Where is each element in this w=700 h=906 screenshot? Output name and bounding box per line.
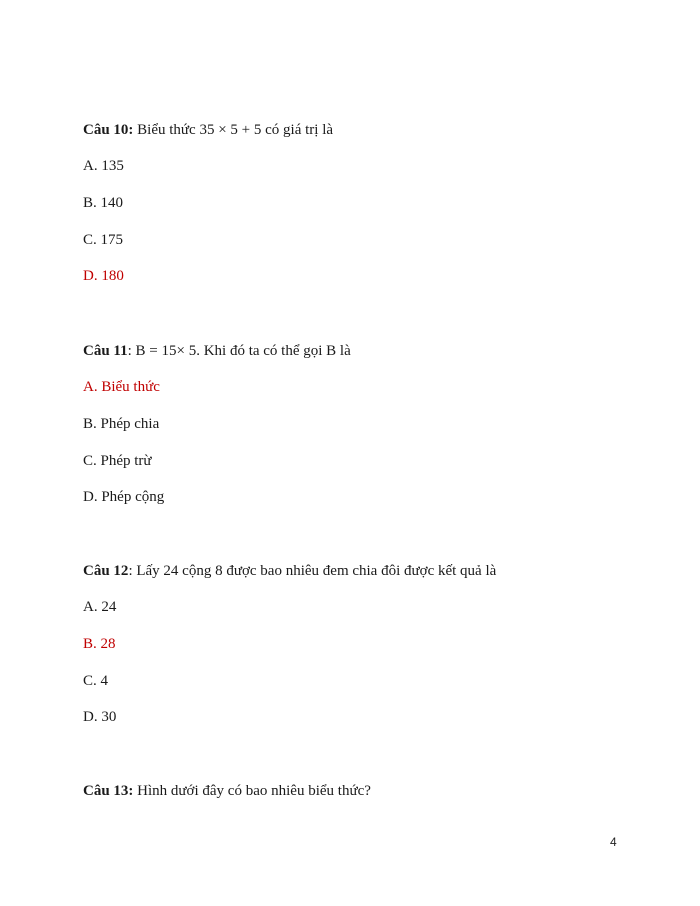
question-12-option-d: D. 30	[83, 709, 117, 725]
question-10	[83, 121, 333, 139]
question-label: Câu 12	[83, 563, 129, 579]
question-label: Câu 10:	[83, 122, 134, 138]
question-label: Câu 11	[83, 343, 128, 359]
question-11-option-c: C. Phép trừ	[83, 453, 152, 469]
question-11-option-a: A. Biểu thức	[83, 379, 160, 395]
question-text: Hình dưới đây có bao nhiêu biểu thức?	[133, 783, 371, 799]
question-label: Câu 13:	[83, 783, 134, 799]
question-12-option-b: B. 28	[83, 636, 116, 652]
question-10-option-c: C. 175	[83, 232, 124, 248]
question-11	[83, 342, 351, 360]
question-text: Biểu thức 35 × 5 + 5 có giá trị là	[133, 122, 334, 138]
question-13	[83, 782, 371, 800]
question-10-option-d: D. 180	[83, 268, 124, 284]
question-10-option-b: B. 140	[83, 195, 124, 211]
question-12-option-a: A. 24	[83, 599, 117, 615]
question-10-option-a: A. 135	[83, 158, 124, 174]
question-12	[83, 562, 496, 580]
question-12-option-c: C. 4	[83, 673, 109, 689]
question-text: : Lấy 24 cộng 8 được bao nhiêu đem chia đôi được kết quả là	[128, 563, 497, 579]
question-text: : B = 15× 5. Khi đó ta có thể gọi B là	[127, 343, 351, 359]
question-11-option-b: B. Phép chia	[83, 416, 160, 432]
page-number: 4	[610, 835, 617, 849]
question-11-option-d: D. Phép cộng	[83, 489, 165, 505]
